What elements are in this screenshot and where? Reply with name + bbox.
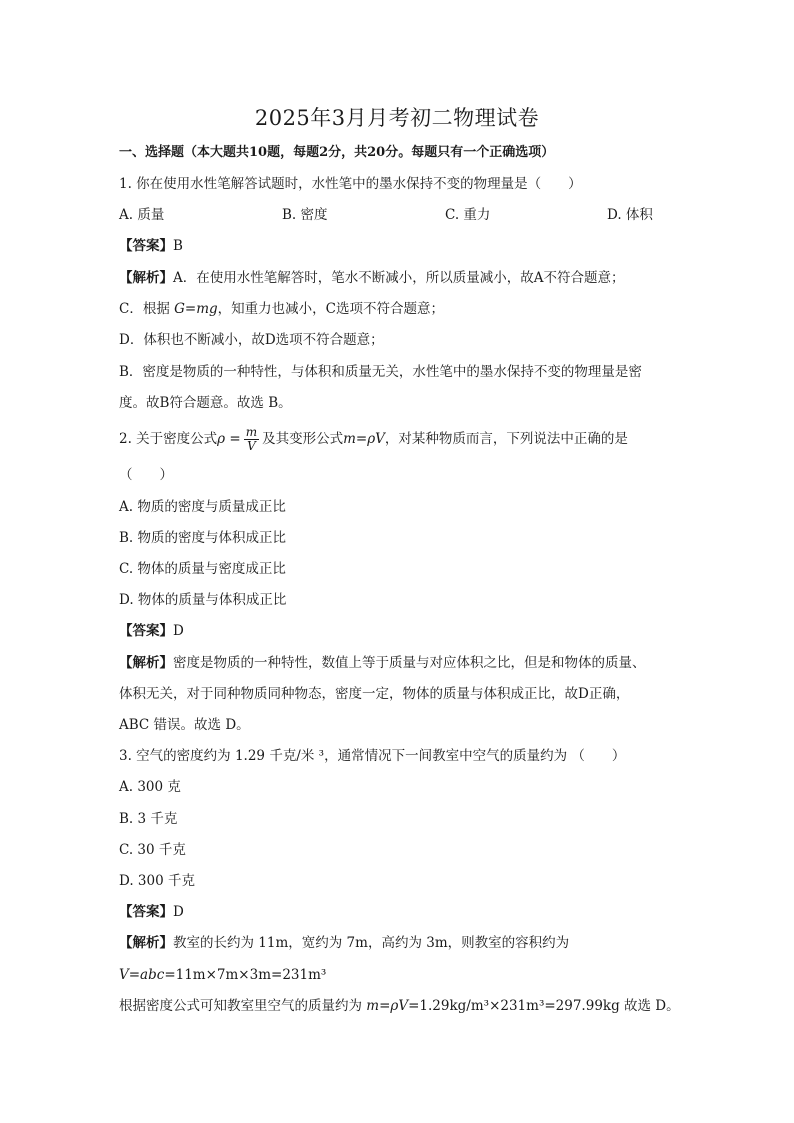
q1-analysis-line-3: D．体积也不断减小，故D选项不符合题意； (119, 332, 384, 348)
q1-option-b: B. 密度 (282, 207, 328, 223)
rho-symbol: ρ = (217, 431, 241, 447)
q2-answer (119, 621, 184, 641)
q3-volume-calc (119, 965, 326, 985)
section-heading: 一、选择题（本大题共10题，每题2分，共20分。每题只有一个正确选项） (119, 145, 555, 160)
stem-text: 及其变形公式 (262, 431, 344, 447)
answer-tag: 【答案】 (119, 623, 173, 639)
q3-analysis-line-3 (119, 996, 680, 1016)
question-3-stem: 3. 空气的密度约为 1.29 千克/米 ³，通常情况下一间教室中空气的质量约为 （ ） (119, 748, 626, 764)
formula: G=mg (174, 301, 218, 317)
formula: m=ρV (366, 998, 409, 1014)
answer-value: D (173, 623, 184, 639)
q1-option-d: D. 体积 (607, 207, 653, 223)
question-1-stem: 1. 你在使用水性笔解答试题时，水性笔中的墨水保持不变的物理量是（ ） (119, 176, 582, 192)
answer-tag: 【答案】 (119, 238, 173, 254)
q3-option-b: B. 3 千克 (119, 811, 178, 827)
analysis-text: A．在使用水性笔解答时，笔水不断减小，所以质量减小，故A不符合题意； (173, 270, 625, 286)
q3-option-c: C. 30 千克 (119, 842, 186, 858)
q2-option-d: D. 物体的质量与体积成正比 (119, 592, 287, 608)
q3-option-a: A. 300 克 (119, 779, 181, 795)
fraction-numerator: m (245, 425, 258, 439)
q2-option-b: B. 物质的密度与体积成正比 (119, 530, 287, 546)
answer-value: D (173, 904, 184, 920)
q1-answer (119, 236, 183, 256)
question-2-stem (119, 424, 628, 454)
formula: m=ρV (343, 431, 385, 447)
q1-analysis-line-5: 度。故B符合题意。故选 B。 (119, 395, 292, 411)
page-title: 2025年3月月考初二物理试卷 (254, 106, 540, 130)
analysis-text: ，知重力也减小，C选项不符合题意； (217, 301, 445, 317)
q2-analysis-line-1 (119, 653, 646, 673)
question-2-blank: （ ） (119, 467, 173, 483)
q1-analysis-line-4: B．密度是物质的一种特性，与体积和质量无关，水性笔中的墨水保持不变的物理量是密 (119, 364, 642, 380)
q2-analysis-line-3: ABC 错误。故选 D。 (119, 717, 250, 733)
q1-analysis-line-1 (119, 268, 625, 288)
q1-analysis-line-2 (119, 299, 444, 319)
formula: V=abc (119, 967, 165, 983)
fraction-denominator: V (247, 439, 256, 453)
analysis-text: C．根据 (119, 301, 175, 317)
q3-analysis-line-1 (119, 933, 569, 953)
q2-option-a: A. 物质的密度与质量成正比 (119, 499, 286, 515)
analysis-text: 根据密度公式可知教室里空气的质量约为 (119, 998, 367, 1014)
q2-analysis-line-2: 体积无关，对于同种物质同种物态，密度一定，物体的质量与体积成正比，故D正确， (119, 686, 630, 702)
q3-option-d: D. 300 千克 (119, 873, 195, 889)
analysis-tag: 【解析】 (119, 935, 173, 951)
q3-answer (119, 902, 184, 922)
q1-option-a: A. 质量 (119, 207, 165, 223)
stem-text: ，对某种物质而言，下列说法中正确的是 (384, 431, 628, 447)
analysis-text: =1.29kg/m³×231m³=297.99kg 故选 D。 (408, 998, 680, 1014)
q1-option-c: C. 重力 (445, 207, 491, 223)
density-fraction (244, 426, 259, 453)
analysis-tag: 【解析】 (119, 655, 173, 671)
calc-text: =11m×7m×3m=231m³ (164, 967, 327, 983)
analysis-text: 密度是物质的一种特性，数值上等于质量与对应体积之比，但是和物体的质量、 (173, 655, 646, 671)
analysis-text: 教室的长约为 11m，宽约为 7m，高约为 3m，则教室的容积约为 (173, 935, 570, 951)
q2-option-c: C. 物体的质量与密度成正比 (119, 561, 286, 577)
analysis-tag: 【解析】 (119, 270, 173, 286)
answer-tag: 【答案】 (119, 904, 173, 920)
stem-text: 2. 关于密度公式 (119, 431, 218, 447)
answer-value: B (173, 238, 183, 254)
